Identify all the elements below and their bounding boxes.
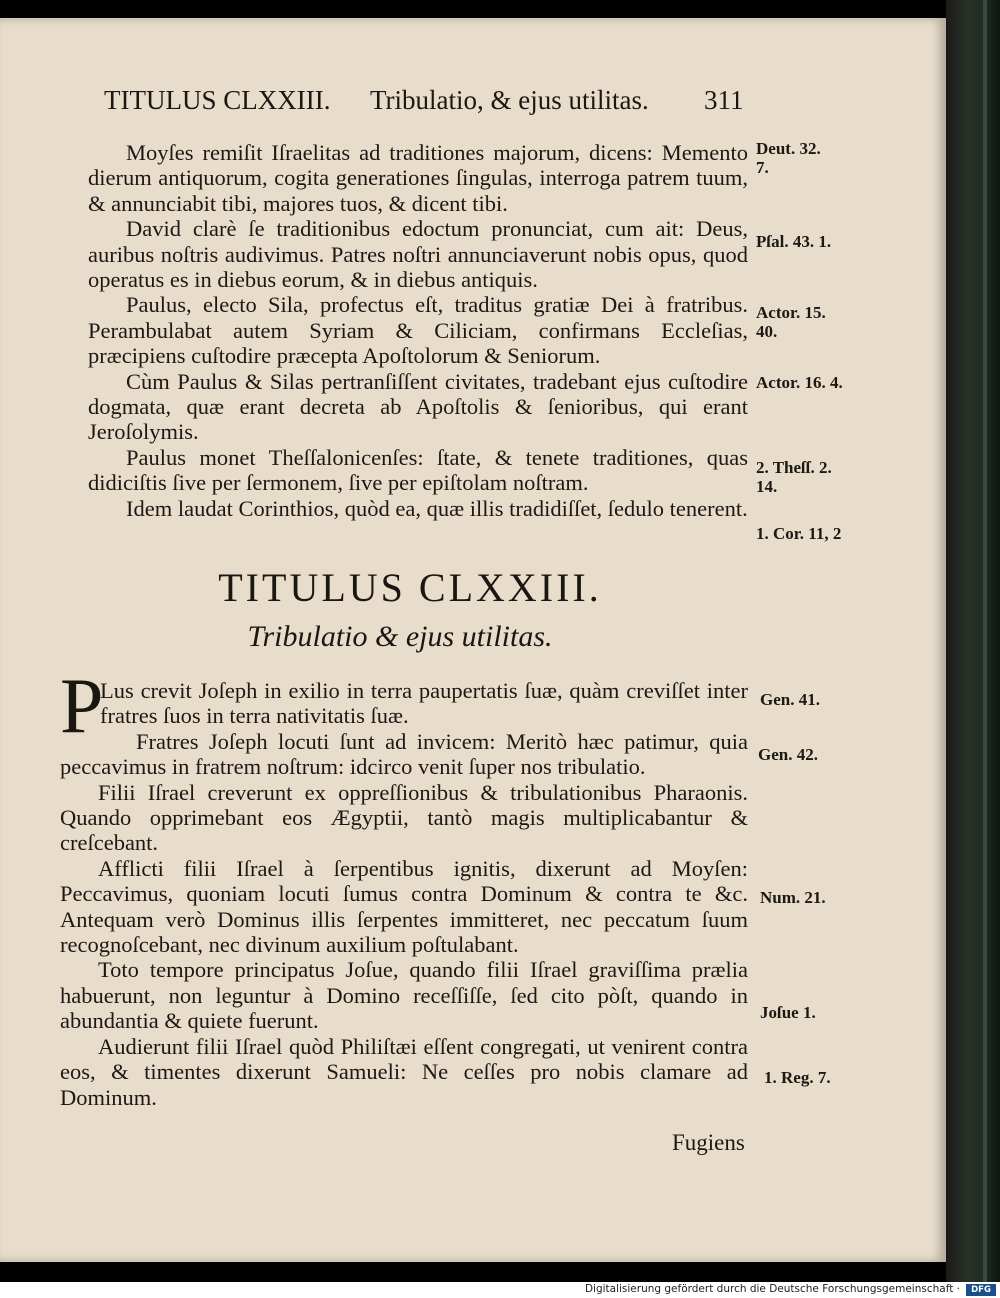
margin-note: Deut. 32. 7. bbox=[756, 139, 821, 177]
top-text-block bbox=[88, 140, 748, 521]
margin-note: Pſal. 43. 1. bbox=[756, 232, 832, 251]
digitization-footer bbox=[0, 1282, 1000, 1298]
drop-cap: P bbox=[60, 662, 104, 749]
paragraph: Audierunt filii Iſrael quòd Philiſtæi eſſent congregati, ut venirent contra eos, & timentes dixerunt Samueli: Ne ceſſes pro nobis clamare ad Dominum. bbox=[60, 1033, 748, 1110]
paragraph: David clarè ſe traditionibus edoctum pronunciat, cum ait: Deus, auribus noſtris audivimus. Patres noſtri annunciaverunt nobis opus, quod operatus es in diebus eorum, & in diebus antiquis. bbox=[88, 216, 748, 293]
margin-note: Gen. 41. bbox=[760, 690, 820, 709]
margin-note: Actor. 16. 4. bbox=[756, 373, 843, 392]
running-head bbox=[104, 85, 764, 125]
section-subheading: Tribulatio & ejus utilitas. bbox=[247, 620, 553, 653]
section-heading: TITULUS CLXXIII. bbox=[218, 565, 602, 610]
dfg-logo: DFG bbox=[966, 1284, 996, 1296]
paragraph: Idem laudat Corinthios, quòd ea, quæ illis tradidiſſet, ſedulo tenerent. bbox=[126, 495, 748, 521]
margin-note: Joſue 1. bbox=[760, 1003, 816, 1022]
spine-edge bbox=[983, 0, 987, 1282]
paragraph: Cùm Paulus & Silas pertranſiſſent civitates, tradebant ejus cuſtodire dogmata, quæ erant decreta ab Apoſtolis & ſenioribus, qui erant Jeroſolymis. bbox=[88, 368, 748, 445]
paragraph: Toto tempore principatus Joſue, quando filii Iſrael graviſſima prælia habuerunt, non leguntur à Domino receſſiſſe, ſed cito pòſt, quando in abundantia & quiete fuerunt. bbox=[60, 957, 748, 1034]
margin-note: 1. Reg. 7. bbox=[764, 1068, 831, 1087]
footer-credit: Digitalisierung gefördert durch die Deutsche Forschungsgemeinschaft · bbox=[584, 1283, 960, 1295]
running-head-subject: Tribulatio, & ejus utilitas. bbox=[370, 85, 649, 115]
paragraph: Fratres Joſeph locuti ſunt ad invicem: Meritò hæc patimur, quia peccavimus in fratrem noſtrum: idcirco venit ſuper nos tribulatio. bbox=[60, 728, 748, 780]
margin-note: Gen. 42. bbox=[758, 745, 818, 764]
paragraph: Lus crevit Joſeph in exilio in terra paupertatis ſuæ, quàm creviſſet inter fratres ſuos in terra nativitatis ſuæ. bbox=[100, 678, 748, 729]
book-spine bbox=[946, 0, 1000, 1282]
catchword: Fugiens bbox=[672, 1130, 745, 1155]
paragraph: Afflicti filii Iſrael à ſerpentibus ignitis, dixerunt ad Moyſen: Peccavimus, quoniam locuti ſumus contra Dominum & contra te &c. Antequam verò Dominus illis ſerpentes immitteret, nec peccatum ſuum recognoſcebant, nec divinum auxilium poſtulabant. bbox=[60, 855, 748, 958]
paragraph: Filii Iſrael creverunt ex oppreſſionibus & tribulationibus Pharaonis. Quando opprimebant eos Ægyptii, tantò magis multiplicabantur & creſcebant. bbox=[60, 779, 748, 856]
main-text-block bbox=[60, 662, 748, 1110]
margin-note: Num. 21. bbox=[760, 888, 826, 907]
paragraph: Paulus monet Theſſalonicenſes: ſtate, & tenete traditiones, quas didiciſtis ſive per ſermonem, ſive per epiſtolam noſtram. bbox=[88, 444, 748, 496]
margin-note: Actor. 15. 40. bbox=[756, 303, 826, 341]
paragraph: Moyſes remiſit Iſraelitas ad traditiones majorum, dicens: Memento dierum antiquorum, cogita generationes ſingulas, interroga patrem tuum, & annunciabit tibi, majores tuos, & dicent tibi. bbox=[88, 140, 748, 216]
margin-note: 1. Cor. 11, 2 bbox=[756, 524, 842, 543]
paragraph: Paulus, electo Sila, profectus eſt, traditus gratiæ Dei à fratribus. Perambulabat autem Syriam & Ciliciam, confirmans Eccleſias, præcipiens cuſtodire præcepta Apoſtolorum & Seniorum. bbox=[88, 292, 748, 369]
margin-note: 2. Theſſ. 2. 14. bbox=[756, 458, 832, 496]
page-number: 311 bbox=[704, 85, 744, 115]
running-head-title: TITULUS CLXXIII. bbox=[104, 85, 331, 115]
